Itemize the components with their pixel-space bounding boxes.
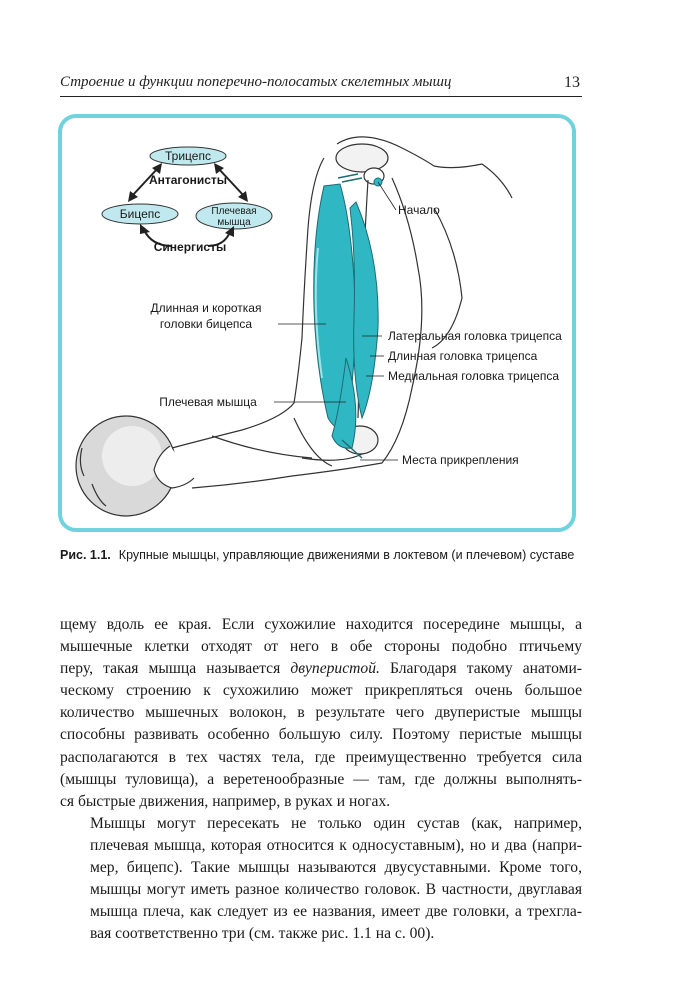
- figure-illustration: [62, 118, 572, 528]
- origin-tendons: [338, 174, 362, 182]
- figure-caption: [60, 548, 620, 562]
- text-line: ческому строению к сухожилию может прикрепляться очень большое: [60, 682, 582, 700]
- torso-outline: [432, 208, 462, 348]
- body-text: [60, 614, 582, 945]
- arrowhead-right-icon: [238, 191, 248, 202]
- label-brachialis: Плечевая мышца: [159, 395, 257, 409]
- caption-text: Крупные мышцы, управляющие движениями в локтевом (и плечевом) суставе: [118, 548, 575, 562]
- page-number: 13: [564, 74, 580, 91]
- paragraph-1: [60, 614, 582, 813]
- text-line: щему вдоль ее края. Если сухожилие находится посередине мышцы, а: [60, 616, 582, 633]
- diagram-triceps-label: Трицепс: [165, 149, 211, 163]
- label-lateral-head: Латеральная головка трицепса: [388, 329, 562, 343]
- text-line: мышцы могут иметь разное количество головок. В частности, двуглавая: [90, 881, 582, 899]
- text-line: ся быстрые движения, например, в руках и ногах.: [60, 792, 391, 810]
- text-line: мышечные клетки отходят от него в обе стороны подобно птичьему: [60, 638, 582, 656]
- diagram-brachialis-label-1: Плечевая: [211, 206, 257, 217]
- chest-outline: [482, 164, 512, 198]
- caption-number: Рис. 1.1.: [60, 548, 111, 562]
- forearm-line: [212, 436, 312, 458]
- label-biceps-heads-1: Длинная и короткая: [150, 301, 262, 315]
- text-line: способны развивать особенно большую силу. Поэтому перистые мышцы: [60, 726, 582, 744]
- arrowhead-left-icon: [128, 191, 138, 202]
- text-line: мышца плеча, как следует из ее названия, имеет две головки, а трехгла-: [90, 903, 582, 921]
- leader-origin: [378, 182, 396, 210]
- running-head: [60, 74, 582, 97]
- text-fragment: Благодаря такому анатоми-: [390, 660, 582, 678]
- text-line: вая соответственно три (см. также рис. 1.1 на с. 00).: [90, 925, 435, 943]
- humeral-head: [336, 144, 388, 172]
- text-fragment: перу, такая мышца называется: [60, 660, 281, 678]
- diagram-brachialis-label-2: мышца: [217, 217, 251, 228]
- text-line: [60, 658, 582, 680]
- label-origin: Начало: [398, 203, 440, 217]
- figure-frame: [58, 114, 576, 532]
- muscles: [314, 174, 382, 458]
- italic-term: двуперистой.: [290, 660, 380, 678]
- text-line: плечевая мышца, которая относится к односуставным), но и два (напри-: [90, 836, 582, 854]
- text-line: мер, бицепс). Такие мышцы называются двусуставными. Кроме того,: [90, 859, 582, 877]
- diagram-synergists-label: Синергисты: [153, 240, 227, 254]
- radius-line: [302, 454, 362, 460]
- synergy-arrowhead-left-icon: [140, 224, 150, 234]
- diagram-biceps-label: Бицепс: [119, 207, 161, 221]
- text-line: количество мышечных волокон, в результате чего двуперистые мышцы: [60, 704, 582, 722]
- triceps-muscle: [350, 202, 378, 418]
- diagram-antagonists-label: Антагонисты: [148, 173, 228, 187]
- text-line: Мышцы могут пересекать не только один сустав (как, например,: [90, 814, 582, 832]
- label-insertion: Места прикрепления: [402, 453, 519, 467]
- paragraph-2: [60, 813, 582, 946]
- ball-highlight: [102, 426, 162, 486]
- text-line: (мышцы туловища), а веретенообразные — там, где должны выполнять-: [60, 770, 582, 788]
- label-medial-head: Медиальная головка трицепса: [388, 369, 559, 383]
- relationship-diagram: [102, 147, 272, 254]
- text-line: располагаются в тех частях тела, где преимущественно требуется сила: [60, 748, 582, 766]
- label-biceps-heads-2: головки бицепса: [159, 317, 253, 331]
- label-long-head: Длинная головка трицепса: [388, 349, 538, 363]
- ball-and-hand: [76, 416, 194, 516]
- running-head-title: Строение и функции поперечно-полосатых скелетных мышц: [60, 74, 452, 90]
